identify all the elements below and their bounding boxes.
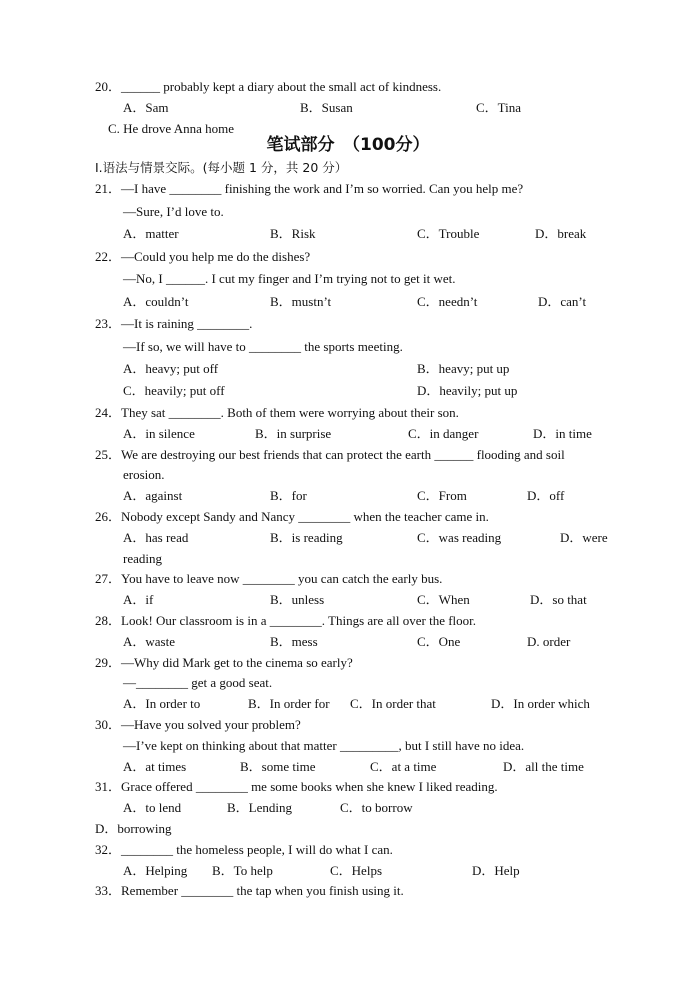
question-22-option-a: A．couldn’t [123, 294, 189, 309]
question-20-option-b: B．Susan [300, 100, 353, 115]
question-32-option-a: A．Helping [123, 863, 188, 878]
question-28-stem: 28．Look! Our classroom is in a ________. Things are all over the floor. [95, 613, 477, 628]
question-27-option-c: C．When [417, 592, 470, 607]
question-30-option-d: D．all the time [503, 759, 584, 774]
question-25-option-c: C．From [417, 488, 467, 503]
question-32-option-b: B．To help [212, 863, 273, 878]
question-29-option-d: D．In order which [491, 696, 590, 711]
question-22-stem: 22．—Could you help me do the dishes? [95, 249, 311, 264]
question-27-option-d: D．so that [530, 592, 587, 607]
question-23-option-d: D．heavily; put up [417, 383, 518, 398]
question-29-reply: —________ get a good seat. [123, 675, 273, 690]
question-25-stem: 25．We are destroying our best friends that can protect the earth ______ flooding and soil [95, 447, 565, 462]
question-27-stem: 27．You have to leave now ________ you can catch the early bus. [95, 571, 443, 586]
question-33-stem: 33．Remember ________ the tap when you finish using it. [95, 883, 404, 898]
question-25-option-d: D．off [527, 488, 565, 503]
question-23-stem: 23．—It is raining ________. [95, 316, 253, 331]
question-26-option-b: B．is reading [270, 530, 343, 545]
question-24-option-b: B．in surprise [255, 426, 332, 441]
question-30-stem: 30．—Have you solved your problem? [95, 717, 301, 732]
question-26-stem: 26．Nobody except Sandy and Nancy ________ when the teacher came in. [95, 509, 489, 524]
question-23-reply: —If so, we will have to ________ the sports meeting. [123, 339, 403, 354]
question-23-option-b: B．heavy; put up [417, 361, 510, 376]
question-24-stem: 24．They sat ________. Both of them were worrying about their son. [95, 405, 459, 420]
section-heading: Ⅰ.语法与情景交际。(每小题 1 分，共 20 分） [95, 160, 348, 175]
question-28-option-c: C．One [417, 634, 461, 649]
question-20-option-a: A．Sam [123, 100, 169, 115]
question-22-option-b: B．mustn’t [270, 294, 332, 309]
question-20-option-d: C. He drove Anna home [108, 121, 235, 136]
question-31-option-a: A．to lend [123, 800, 182, 815]
question-24-option-d: D．in time [533, 426, 592, 441]
question-31-option-d: D．borrowing [95, 821, 172, 836]
question-28-option-d: D. order [527, 634, 571, 649]
question-28-option-b: B．mess [270, 634, 318, 649]
question-27-option-a: A．if [123, 592, 154, 607]
question-27-option-b: B．unless [270, 592, 325, 607]
question-32-stem: 32．________ the homeless people, I will do what I can. [95, 842, 393, 857]
question-25-option-a: A．against [123, 488, 183, 503]
section-title: 笔试部分 （100分） [266, 135, 430, 155]
question-29-option-b: B．In order for [248, 696, 330, 711]
question-22-option-c: C．needn’t [417, 294, 478, 309]
question-29-stem: 29．—Why did Mark get to the cinema so early? [95, 655, 353, 670]
question-26-option-a: A．has read [123, 530, 189, 545]
question-23-option-a: A．heavy; put off [123, 361, 219, 376]
question-28-option-a: A．waste [123, 634, 175, 649]
question-25-stem-cont: erosion. [123, 467, 165, 482]
question-31-option-c: C．to borrow [340, 800, 413, 815]
question-20-option-c: C．Tina [476, 100, 522, 115]
question-23-option-c: C．heavily; put off [123, 383, 225, 398]
question-26-option-c: C．was reading [417, 530, 502, 545]
question-21-option-b: B．Risk [270, 226, 316, 241]
question-31-stem: 31．Grace offered ________ me some books when she knew I liked reading. [95, 779, 498, 794]
question-30-reply: —I’ve kept on thinking about that matter _________, but I still have no idea. [123, 738, 525, 753]
question-21-option-c: C．Trouble [417, 226, 480, 241]
question-22-reply: —No, I ______. I cut my finger and I’m trying not to get it wet. [123, 271, 456, 286]
question-31-option-b: B．Lending [227, 800, 292, 815]
question-32-option-c: C．Helps [330, 863, 383, 878]
question-30-option-b: B．some time [240, 759, 316, 774]
question-21-option-d: D．break [535, 226, 587, 241]
question-24-option-a: A．in silence [123, 426, 195, 441]
question-22-option-d: D．can’t [538, 294, 587, 309]
question-21-reply: —Sure, I’d love to. [123, 204, 224, 219]
question-32-option-d: D．Help [472, 863, 520, 878]
question-26-option-d: D．were [560, 530, 608, 545]
question-24-option-c: C．in danger [408, 426, 479, 441]
question-25-option-b: B．for [270, 488, 307, 503]
question-29-option-c: C．In order that [350, 696, 436, 711]
question-29-option-a: A．In order to [123, 696, 201, 711]
question-21-option-a: A．matter [123, 226, 179, 241]
question-20-stem: 20．______ probably kept a diary about the small act of kindness. [95, 79, 442, 94]
question-21-stem: 21．—I have ________ finishing the work and I’m so worried. Can you help me? [95, 181, 524, 196]
question-30-option-c: C．at a time [370, 759, 437, 774]
question-30-option-a: A．at times [123, 759, 187, 774]
question-26-option-d-cont: reading [123, 551, 162, 566]
